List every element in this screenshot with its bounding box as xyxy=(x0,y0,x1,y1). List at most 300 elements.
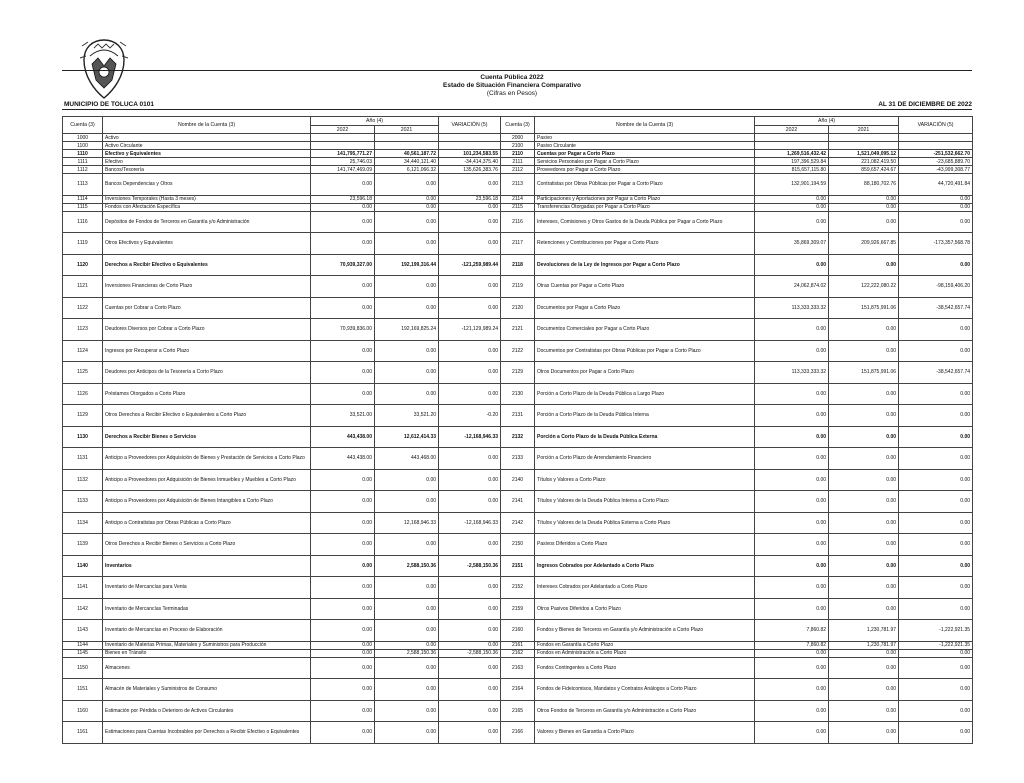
right-variation: 0.00 xyxy=(899,469,973,491)
left-account-name: Deudores Diversos por Cobrar a Corto Plazo xyxy=(103,319,311,341)
report-units: (Cifras en Pesos) xyxy=(486,90,538,97)
right-account-name: Intereses, Comisiones y Otros Gastos de la Deuda Pública por Pagar a Corto Plazo xyxy=(535,211,755,233)
right-variation: 0.00 xyxy=(899,722,973,744)
right-account-name: Títulos y Valores de la Deuda Pública Interna a Corto Plazo xyxy=(535,491,755,513)
left-value-2021 xyxy=(375,134,439,142)
table-row xyxy=(63,340,973,362)
right-variation: 0.00 xyxy=(899,211,973,233)
col-cuenta-right: Cuenta (3) xyxy=(501,117,535,134)
left-variation: 0.00 xyxy=(439,469,501,491)
right-variation: 0.00 xyxy=(899,679,973,701)
left-account-code: 1161 xyxy=(63,722,103,744)
left-value-2021: 0.00 xyxy=(375,657,439,679)
table-row xyxy=(63,534,973,556)
left-variation: -12,168,946.33 xyxy=(439,426,501,448)
left-variation: 0.00 xyxy=(439,641,501,649)
left-account-name: Deudores por Anticipos de la Tesorería a Corto Plazo xyxy=(103,362,311,384)
left-account-code: 1125 xyxy=(63,362,103,384)
right-value-2022: 0.00 xyxy=(755,598,829,620)
right-value-2021: 0.00 xyxy=(829,203,899,211)
right-value-2022: 0.00 xyxy=(755,405,829,427)
right-variation: 0.00 xyxy=(899,649,973,657)
col-nombre-right: Nombre de la Cuenta (3) xyxy=(535,117,755,134)
left-account-name: Inventarios xyxy=(103,555,311,577)
left-variation: 0.00 xyxy=(439,620,501,642)
right-variation: 0.00 xyxy=(899,448,973,470)
right-value-2022: 0.00 xyxy=(755,195,829,203)
right-value-2021: 0.00 xyxy=(829,598,899,620)
right-variation: 0.00 xyxy=(899,340,973,362)
right-value-2021: 0.00 xyxy=(829,319,899,341)
table-row xyxy=(63,297,973,319)
right-value-2021: 0.00 xyxy=(829,211,899,233)
table-row xyxy=(63,142,973,150)
left-account-code: 1160 xyxy=(63,700,103,722)
left-value-2021: 6,121,066.32 xyxy=(375,166,439,174)
left-value-2022: 443,438.00 xyxy=(311,448,375,470)
left-account-name: Estimaciones para Cuentas Incobrables por Derechos a Recibir Efectivo o Equivalentes xyxy=(103,722,311,744)
right-value-2021: 0.00 xyxy=(829,195,899,203)
left-value-2021: 0.00 xyxy=(375,620,439,642)
entity-name: MUNICIPIO DE TOLUCA 0101 xyxy=(64,101,154,108)
left-account-name: Ingresos por Recuperar a Corto Plazo xyxy=(103,340,311,362)
right-value-2022: 0.00 xyxy=(755,319,829,341)
left-account-code: 1124 xyxy=(63,340,103,362)
left-value-2022: 0.00 xyxy=(311,657,375,679)
right-value-2022: 0.00 xyxy=(755,383,829,405)
right-value-2022 xyxy=(755,142,829,150)
left-account-name: Inventario de Mercancías Terminadas xyxy=(103,598,311,620)
left-value-2021: 0.00 xyxy=(375,203,439,211)
left-value-2022: 70,939,836.00 xyxy=(311,319,375,341)
right-value-2022: 0.00 xyxy=(755,657,829,679)
left-variation: 0.00 xyxy=(439,534,501,556)
table-row xyxy=(63,254,973,276)
left-account-code: 1100 xyxy=(63,142,103,150)
balance-sheet-table xyxy=(62,116,973,744)
right-account-code: 2142 xyxy=(501,512,535,534)
left-value-2021: 0.00 xyxy=(375,362,439,384)
right-variation: 44,720,491.84 xyxy=(899,174,973,196)
left-value-2022: 141,747,469.09 xyxy=(311,166,375,174)
right-account-name: Porción a Corto Plazo de Arrendamiento Financiero xyxy=(535,448,755,470)
col-variacion-left: VARIACIÓN (5) xyxy=(439,117,501,134)
right-account-code: 2132 xyxy=(501,426,535,448)
left-value-2022: 0.00 xyxy=(311,641,375,649)
left-account-name: Anticipo a Proveedores por Adquisición de Bienes Inmuebles y Muebles a Corto Plazo xyxy=(103,469,311,491)
left-value-2021: 0.00 xyxy=(375,491,439,513)
left-value-2022: 141,795,771.27 xyxy=(311,150,375,158)
right-account-name: Porción a Corto Plazo de la Deuda Pública a Largo Plazo xyxy=(535,383,755,405)
right-value-2021: 1,521,049,095.12 xyxy=(829,150,899,158)
right-variation: -38,542,657.74 xyxy=(899,297,973,319)
col-anio-right: Año (4) xyxy=(755,117,899,126)
right-value-2022: 0.00 xyxy=(755,426,829,448)
left-account-name: Cuentas por Cobrar a Corto Plazo xyxy=(103,297,311,319)
left-account-name: Almacenes xyxy=(103,657,311,679)
left-value-2022: 0.00 xyxy=(311,620,375,642)
right-account-name: Proveedores por Pagar a Corto Plazo xyxy=(535,166,755,174)
table-row xyxy=(63,641,973,649)
report-date: AL 31 DE DICIEMBRE DE 2022 xyxy=(878,101,972,108)
left-variation: 0.00 xyxy=(439,722,501,744)
right-variation: -251,532,662.70 xyxy=(899,150,973,158)
table-row xyxy=(63,649,973,657)
left-value-2021: 443,468.00 xyxy=(375,448,439,470)
left-account-code: 1150 xyxy=(63,657,103,679)
right-value-2022: 0.00 xyxy=(755,203,829,211)
col-2021-left: 2021 xyxy=(375,126,439,134)
left-value-2022: 0.00 xyxy=(311,276,375,298)
right-account-name: Pasivos Diferidos a Corto Plazo xyxy=(535,534,755,556)
left-variation: 0.00 xyxy=(439,577,501,599)
top-rule xyxy=(62,70,972,71)
left-value-2021: 0.00 xyxy=(375,233,439,255)
left-value-2021: 12,168,946.33 xyxy=(375,512,439,534)
left-account-code: 1113 xyxy=(63,174,103,196)
table-row xyxy=(63,657,973,679)
table-row xyxy=(63,426,973,448)
right-account-code: 2120 xyxy=(501,297,535,319)
left-value-2022: 0.00 xyxy=(311,555,375,577)
col-nombre-left: Nombre de la Cuenta (3) xyxy=(103,117,311,134)
left-value-2021: 33,521.20 xyxy=(375,405,439,427)
right-value-2022: 0.00 xyxy=(755,254,829,276)
right-variation: -173,357,568.78 xyxy=(899,233,973,255)
right-account-code: 2118 xyxy=(501,254,535,276)
table-row xyxy=(63,362,973,384)
left-value-2022: 70,939,327.00 xyxy=(311,254,375,276)
right-value-2022: 0.00 xyxy=(755,491,829,513)
left-value-2022: 0.00 xyxy=(311,722,375,744)
left-account-name: Otros Efectivos y Equivalentes xyxy=(103,233,311,255)
report-subtitle: Estado de Situación Financiera Comparativo xyxy=(443,82,581,89)
left-value-2021 xyxy=(375,142,439,150)
col-anio-left: Año (4) xyxy=(311,117,439,126)
right-value-2022: 0.00 xyxy=(755,211,829,233)
right-account-name: Documentos por Contratistas por Obras Públicas por Pagar a Corto Plazo xyxy=(535,340,755,362)
table-row xyxy=(63,174,973,196)
left-account-name: Activo Circulante xyxy=(103,142,311,150)
right-value-2021: 151,875,991.06 xyxy=(829,297,899,319)
left-account-name: Estimación por Pérdida o Deterioro de Activos Circulantes xyxy=(103,700,311,722)
left-account-code: 1141 xyxy=(63,577,103,599)
right-value-2022: 0.00 xyxy=(755,649,829,657)
right-account-code: 2160 xyxy=(501,620,535,642)
left-account-code: 1139 xyxy=(63,534,103,556)
right-account-name: Transferencias Otorgadas por Pagar a Corto Plazo xyxy=(535,203,755,211)
right-value-2021: 0.00 xyxy=(829,534,899,556)
right-value-2021: 0.00 xyxy=(829,491,899,513)
left-variation: 0.00 xyxy=(439,657,501,679)
table-row xyxy=(63,134,973,142)
left-value-2021: 0.00 xyxy=(375,679,439,701)
right-value-2021: 0.00 xyxy=(829,577,899,599)
left-value-2022: 0.00 xyxy=(311,598,375,620)
right-value-2021: 0.00 xyxy=(829,512,899,534)
table-header-row xyxy=(63,117,973,126)
left-account-name: Anticipo a Contratistas por Obras Públicas a Corto Plazo xyxy=(103,512,311,534)
right-account-code: 2129 xyxy=(501,362,535,384)
right-account-code: 2111 xyxy=(501,158,535,166)
left-account-code: 1140 xyxy=(63,555,103,577)
left-value-2022: 0.00 xyxy=(311,577,375,599)
col-2022-left: 2022 xyxy=(311,126,375,134)
left-account-name: Bienes en Tránsito xyxy=(103,649,311,657)
right-value-2022: 0.00 xyxy=(755,340,829,362)
right-value-2022: 35,869,309.07 xyxy=(755,233,829,255)
right-value-2021: 0.00 xyxy=(829,679,899,701)
left-value-2022: 0.00 xyxy=(311,211,375,233)
right-account-name: Fondos de Fideicomisos, Mandatos y Contratos Análogos a Corto Plazo xyxy=(535,679,755,701)
right-account-code: 2116 xyxy=(501,211,535,233)
right-account-code: 2122 xyxy=(501,340,535,362)
table-row xyxy=(63,577,973,599)
left-account-code: 1131 xyxy=(63,448,103,470)
right-account-code: 2166 xyxy=(501,722,535,744)
left-variation: -2,588,150.36 xyxy=(439,555,501,577)
left-account-name: Otros Derechos a Recibir Bienes o Servicios a Corto Plazo xyxy=(103,534,311,556)
right-value-2022: 0.00 xyxy=(755,512,829,534)
table-row xyxy=(63,319,973,341)
left-value-2021: 2,588,150.36 xyxy=(375,555,439,577)
right-value-2021: 0.00 xyxy=(829,722,899,744)
left-variation: 23,596.18 xyxy=(439,195,501,203)
right-account-name: Participaciones y Aportaciones por Pagar a Corto Plazo xyxy=(535,195,755,203)
right-variation: -38,542,657.74 xyxy=(899,362,973,384)
left-variation xyxy=(439,142,501,150)
left-variation: -34,414,375.40 xyxy=(439,158,501,166)
right-value-2022: 24,062,874.02 xyxy=(755,276,829,298)
right-variation: 0.00 xyxy=(899,195,973,203)
right-account-name: Pasivo xyxy=(535,134,755,142)
left-value-2022: 0.00 xyxy=(311,649,375,657)
left-value-2021: 2,588,150.36 xyxy=(375,649,439,657)
right-account-name: Fondos y Bienes de Terceros en Garantía y/o Administración a Corto Plazo xyxy=(535,620,755,642)
left-account-name: Préstamos Otorgados a Corto Plazo xyxy=(103,383,311,405)
right-account-code: 2141 xyxy=(501,491,535,513)
left-value-2021: 0.00 xyxy=(375,383,439,405)
right-account-code: 2152 xyxy=(501,577,535,599)
right-account-name: Documentos por Pagar a Corto Plazo xyxy=(535,297,755,319)
table-row xyxy=(63,195,973,203)
right-variation: 0.00 xyxy=(899,700,973,722)
right-account-code: 2117 xyxy=(501,233,535,255)
right-variation: -43,999,308.77 xyxy=(899,166,973,174)
right-account-name: Títulos y Valores de la Deuda Pública Externa a Corto Plazo xyxy=(535,512,755,534)
right-account-name: Valores y Bienes en Garantía a Corto Plazo xyxy=(535,722,755,744)
left-value-2021: 0.00 xyxy=(375,195,439,203)
right-value-2021: 0.00 xyxy=(829,649,899,657)
table-row xyxy=(63,700,973,722)
left-value-2021: 0.00 xyxy=(375,276,439,298)
right-account-code: 2159 xyxy=(501,598,535,620)
right-value-2021: 0.00 xyxy=(829,340,899,362)
left-value-2022: 25,746.03 xyxy=(311,158,375,166)
left-value-2022: 23,596.18 xyxy=(311,195,375,203)
col-cuenta-left: Cuenta (3) xyxy=(63,117,103,134)
right-value-2021: 0.00 xyxy=(829,700,899,722)
right-value-2022: 815,657,115.80 xyxy=(755,166,829,174)
right-value-2022: 0.00 xyxy=(755,700,829,722)
table-row xyxy=(63,233,973,255)
col-2021-right: 2021 xyxy=(829,126,899,134)
left-variation: -121,259,989.44 xyxy=(439,254,501,276)
left-value-2022: 33,521.00 xyxy=(311,405,375,427)
right-value-2021: 151,875,991.06 xyxy=(829,362,899,384)
left-account-name: Derechos a Recibir Efectivo o Equivalentes xyxy=(103,254,311,276)
right-account-name: Cuentas por Pagar a Corto Plazo xyxy=(535,150,755,158)
left-value-2022: 0.00 xyxy=(311,174,375,196)
table-row xyxy=(63,469,973,491)
right-account-code: 2151 xyxy=(501,555,535,577)
left-variation: 0.00 xyxy=(439,233,501,255)
right-value-2021 xyxy=(829,142,899,150)
right-value-2022: 197,396,529.84 xyxy=(755,158,829,166)
right-account-name: Fondos Contingentes a Corto Plazo xyxy=(535,657,755,679)
right-variation: 0.00 xyxy=(899,203,973,211)
left-account-name: Bancos Dependencias y Otros xyxy=(103,174,311,196)
right-account-name: Intereses Cobrados por Adelantado a Corto Plazo xyxy=(535,577,755,599)
left-account-code: 1116 xyxy=(63,211,103,233)
right-account-name: Servicios Personales por Pagar a Corto Plazo xyxy=(535,158,755,166)
col-variacion-right: VARIACIÓN (5) xyxy=(899,117,973,134)
left-account-code: 1134 xyxy=(63,512,103,534)
right-account-name: Pasivo Circulante xyxy=(535,142,755,150)
table-row xyxy=(63,203,973,211)
left-value-2021: 0.00 xyxy=(375,700,439,722)
left-value-2022: 0.00 xyxy=(311,491,375,513)
left-account-code: 1126 xyxy=(63,383,103,405)
left-account-code: 1114 xyxy=(63,195,103,203)
table-row xyxy=(63,679,973,701)
left-value-2022: 0.00 xyxy=(311,469,375,491)
right-account-name: Devoluciones de la Ley de Ingresos por Pagar a Corto Plazo xyxy=(535,254,755,276)
left-account-code: 1143 xyxy=(63,620,103,642)
table-row xyxy=(63,448,973,470)
right-variation: 0.00 xyxy=(899,534,973,556)
right-value-2021: 0.00 xyxy=(829,383,899,405)
table-row xyxy=(63,598,973,620)
right-value-2021: 221,082,419.50 xyxy=(829,158,899,166)
left-variation: 0.00 xyxy=(439,276,501,298)
right-account-name: Otros Fondos de Terceros en Garantía y/o Administración a Corto Plazo xyxy=(535,700,755,722)
left-value-2022: 0.00 xyxy=(311,512,375,534)
left-account-code: 1123 xyxy=(63,319,103,341)
right-account-name: Otras Cuentas por Pagar a Corto Plazo xyxy=(535,276,755,298)
right-variation: 0.00 xyxy=(899,512,973,534)
right-account-name: Ingresos Cobrados por Adelantado a Corto Plazo xyxy=(535,555,755,577)
header-rule xyxy=(62,109,972,110)
right-variation: -1,222,921.35 xyxy=(899,620,973,642)
right-value-2021: 0.00 xyxy=(829,448,899,470)
right-account-code: 2133 xyxy=(501,448,535,470)
left-variation: -12,168,946.33 xyxy=(439,512,501,534)
right-value-2021: 88,180,702.76 xyxy=(829,174,899,196)
left-account-code: 1112 xyxy=(63,166,103,174)
left-account-code: 1000 xyxy=(63,134,103,142)
left-value-2021: 0.00 xyxy=(375,211,439,233)
left-value-2021: 0.00 xyxy=(375,722,439,744)
right-variation xyxy=(899,134,973,142)
left-variation: 0.00 xyxy=(439,491,501,513)
right-account-name: Fondos en Garantía a Corto Plazo xyxy=(535,641,755,649)
left-value-2021: 0.00 xyxy=(375,340,439,362)
right-variation: -98,159,406.20 xyxy=(899,276,973,298)
left-value-2021: 0.00 xyxy=(375,534,439,556)
left-value-2021: 12,612,414.33 xyxy=(375,426,439,448)
left-variation: 0.00 xyxy=(439,203,501,211)
left-variation: -121,129,989.24 xyxy=(439,319,501,341)
right-account-code: 2165 xyxy=(501,700,535,722)
table-row xyxy=(63,211,973,233)
left-account-name: Bancos/Tesorería xyxy=(103,166,311,174)
right-value-2021: 1,230,781.97 xyxy=(829,620,899,642)
left-account-code: 1120 xyxy=(63,254,103,276)
left-value-2021: 0.00 xyxy=(375,577,439,599)
left-account-code: 1111 xyxy=(63,158,103,166)
left-account-code: 1132 xyxy=(63,469,103,491)
left-account-code: 1142 xyxy=(63,598,103,620)
left-variation: 0.00 xyxy=(439,383,501,405)
right-account-name: Títulos y Valores a Corto Plazo xyxy=(535,469,755,491)
right-value-2021: 859,657,424.67 xyxy=(829,166,899,174)
right-value-2022: 113,333,333.32 xyxy=(755,362,829,384)
left-account-name: Inversiones Temporales (Hasta 3 meses) xyxy=(103,195,311,203)
right-account-name: Porción a Corto Plazo de la Deuda Pública Interna xyxy=(535,405,755,427)
left-variation: -0.20 xyxy=(439,405,501,427)
table-row xyxy=(63,722,973,744)
right-value-2022: 0.00 xyxy=(755,469,829,491)
right-account-code: 2113 xyxy=(501,174,535,196)
left-value-2022: 0.00 xyxy=(311,383,375,405)
right-account-code: 2000 xyxy=(501,134,535,142)
left-value-2021: 40,561,187.72 xyxy=(375,150,439,158)
right-variation: 0.00 xyxy=(899,491,973,513)
right-value-2021: 0.00 xyxy=(829,405,899,427)
left-variation: 0.00 xyxy=(439,448,501,470)
right-account-name: Retenciones y Contribuciones por Pagar a Corto Plazo xyxy=(535,233,755,255)
right-variation: 0.00 xyxy=(899,577,973,599)
right-value-2022: 113,333,333.32 xyxy=(755,297,829,319)
left-value-2021: 192,199,316.44 xyxy=(375,254,439,276)
right-value-2022: 0.00 xyxy=(755,679,829,701)
right-account-code: 2121 xyxy=(501,319,535,341)
right-value-2021: 209,926,667.85 xyxy=(829,233,899,255)
left-variation: 101,234,583.55 xyxy=(439,150,501,158)
left-variation: 0.00 xyxy=(439,679,501,701)
table-row xyxy=(63,166,973,174)
right-value-2022: 0.00 xyxy=(755,534,829,556)
right-account-code: 2110 xyxy=(501,150,535,158)
right-value-2021: 1,230,781.97 xyxy=(829,641,899,649)
right-value-2022: 0.00 xyxy=(755,577,829,599)
left-account-code: 1110 xyxy=(63,150,103,158)
left-value-2021: 0.00 xyxy=(375,469,439,491)
right-value-2022: 0.00 xyxy=(755,448,829,470)
right-account-name: Otros Pasivos Diferidos a Corto Plazo xyxy=(535,598,755,620)
right-account-name: Otros Documentos por Pagar a Corto Plazo xyxy=(535,362,755,384)
report-title: Cuenta Pública 2022 xyxy=(480,74,544,81)
left-value-2022: 0.00 xyxy=(311,534,375,556)
left-value-2021: 0.00 xyxy=(375,174,439,196)
left-account-code: 1119 xyxy=(63,233,103,255)
left-account-name: Inventario de Mercancías en Proceso de Elaboración xyxy=(103,620,311,642)
left-account-code: 1115 xyxy=(63,203,103,211)
left-account-code: 1144 xyxy=(63,641,103,649)
left-variation: -2,588,150.36 xyxy=(439,649,501,657)
left-account-name: Inventario de Materias Primas, Materiales y Suministros para Producción xyxy=(103,641,311,649)
